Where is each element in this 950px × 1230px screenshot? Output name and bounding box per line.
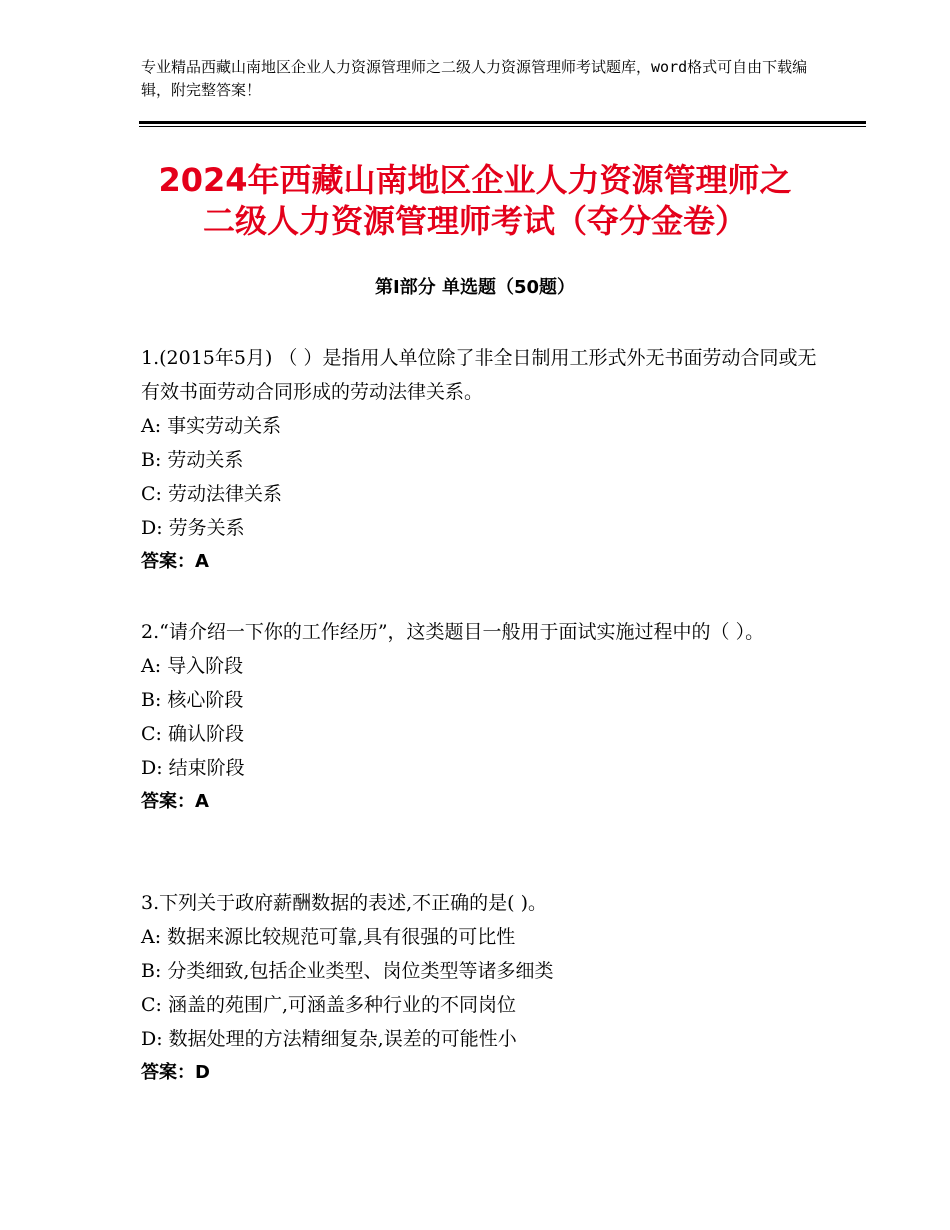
header-rule-thick	[139, 121, 866, 124]
option-d: D: 劳务关系	[141, 517, 245, 539]
option-a: A: 导入阶段	[141, 655, 244, 677]
answer: 答案：A	[141, 791, 209, 812]
option-list	[141, 409, 831, 545]
option-d: D: 结束阶段	[141, 757, 245, 779]
question-2	[141, 615, 831, 819]
answer: 答案：A	[141, 551, 209, 572]
document-title	[120, 160, 830, 242]
question-1	[141, 341, 831, 579]
question-text: 2.“请介绍一下你的工作经历”，这类题目一般用于面试实施过程中的（ ）。	[141, 621, 765, 643]
section-title: 第Ⅰ部分 单选题（50题）	[374, 277, 575, 298]
header-note: 专业精品西藏山南地区企业人力资源管理师之二级人力资源管理师考试题库，word格式可自由下载编辑，附完整答案！	[141, 58, 808, 99]
title-line-2: 二级人力资源管理师考试（夺分金卷）	[202, 202, 747, 240]
option-d: D: 数据处理的方法精细复杂,误差的可能性小	[141, 1028, 517, 1050]
option-b: B: 分类细致,包括企业类型、岗位类型等诸多细类	[141, 960, 554, 982]
option-a: A: 事实劳动关系	[141, 415, 282, 437]
option-list	[141, 649, 831, 785]
header-rule-thin	[139, 126, 866, 127]
option-a: A: 数据来源比较规范可靠,具有很强的可比性	[141, 926, 516, 948]
answer: 答案：D	[141, 1062, 210, 1083]
question-text: 1.(2015年5月) （ ）是指用人单位除了非全日制用工形式外无书面劳动合同或无有效书面劳动合同形成的劳动法律关系。	[141, 347, 817, 403]
option-list	[141, 920, 831, 1056]
question-3	[141, 886, 831, 1090]
option-c: C: 涵盖的苑围广,可涵盖多种行业的不同岗位	[141, 994, 517, 1016]
option-b: B: 核心阶段	[141, 689, 244, 711]
question-text: 3.下列关于政府薪酬数据的表述,不正确的是( )。	[141, 892, 548, 914]
title-line-1: 2024年西藏山南地区企业人力资源管理师之	[158, 161, 792, 199]
option-b: B: 劳动关系	[141, 449, 244, 471]
option-c: C: 劳动法律关系	[141, 483, 282, 505]
option-c: C: 确认阶段	[141, 723, 244, 745]
